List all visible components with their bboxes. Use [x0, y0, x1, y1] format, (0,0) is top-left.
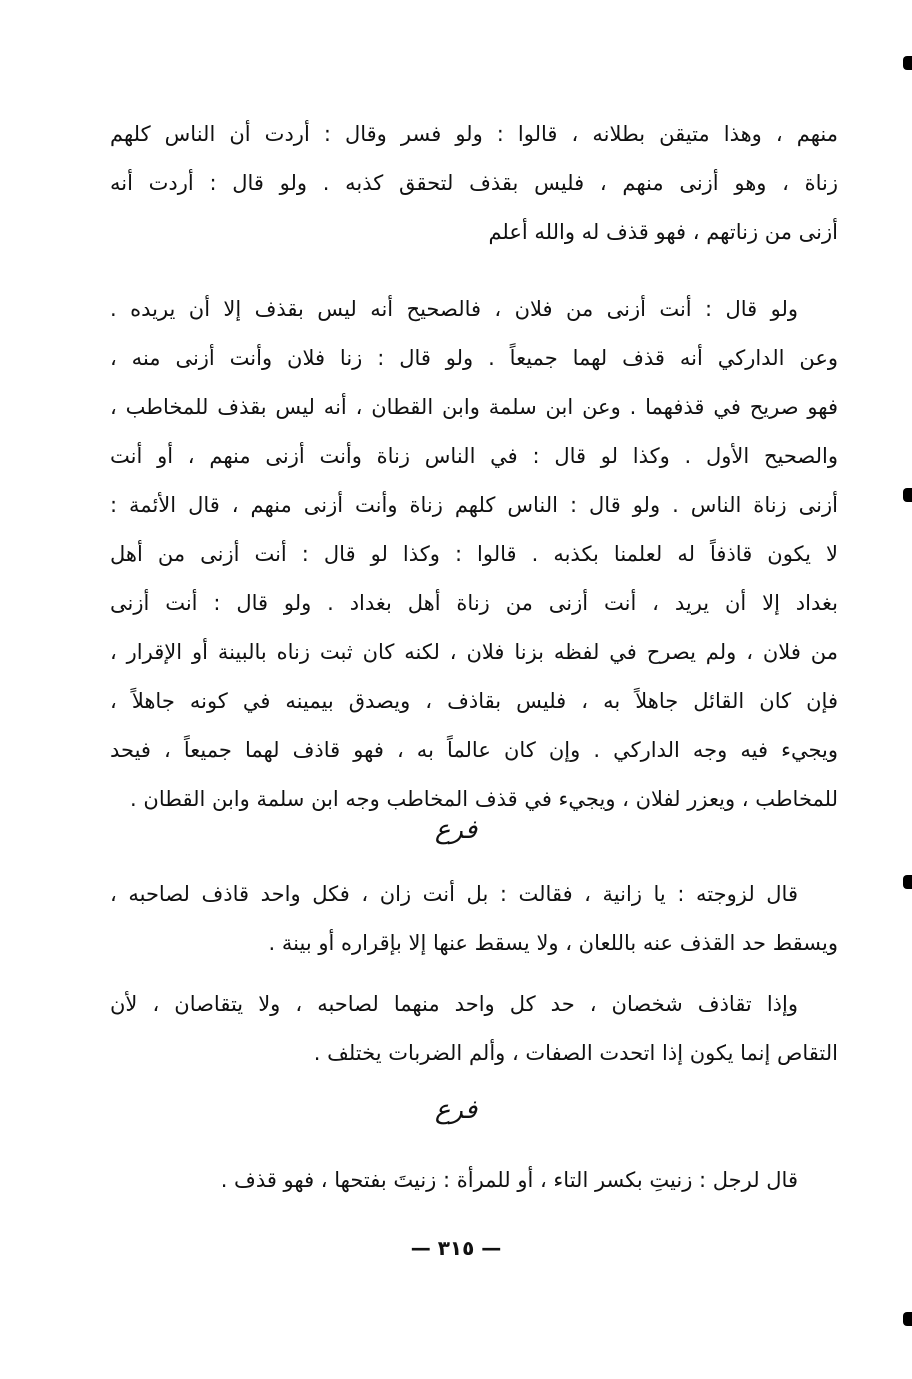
text-line: وعن الداركي أنه قذف لهما جميعاً . ولو قال : زنا فلان وأنت أزنى منه ،: [110, 346, 838, 370]
paragraph-2: [110, 285, 838, 824]
text-line: ويجيء فيه وجه الداركي . وإن كان عالماً به ، فهو قاذف لهما جميعاً ، فيحد: [110, 738, 838, 762]
text-line: قال لزوجته : يا زانية ، فقالت : بل أنت زان ، فكل واحد قاذف لصاحبه ،: [110, 882, 798, 906]
text-line: التقاص إنما يكون إذا اتحدت الصفات ، وألم الضربات يختلف .: [313, 1041, 838, 1065]
text-line: لا يكون قاذفاً له لعلمنا بكذبه . قالوا : وكذا لو قال : أنت أزنى من أهل: [110, 542, 838, 566]
paragraph-3: [110, 870, 838, 968]
page-edge-mark: [903, 56, 912, 70]
text-line: للمخاطب ، ويعزر لفلان ، ويجيء في قذف المخاطب وجه ابن سلمة وابن القطان .: [130, 787, 838, 811]
text-line: وإذا تقاذف شخصان ، حد كل واحد منهما لصاحبه ، ولا يتقاصان ، لأن: [110, 992, 798, 1016]
text-line: أزنى من زناتهم ، فهو قذف له والله أعلم: [488, 220, 838, 244]
text-line: فهو صريح في قذفهما . وعن ابن سلمة وابن القطان ، أنه ليس بقذف للمخاطب ،: [110, 395, 838, 419]
text-line: من فلان ، ولم يصرح في لفظه بزنا فلان ، لكنه كان ثبت زناه بالبينة أو الإقرار ،: [110, 640, 838, 664]
paragraph-4: [110, 980, 838, 1078]
page-edge-mark: [903, 488, 912, 502]
text-line: قال لرجل : زنيتِ بكسر التاء ، أو للمرأة : زنيتَ بفتحها ، فهو قذف .: [220, 1168, 798, 1192]
page-number: — ٣١٥ —: [410, 1236, 502, 1260]
text-line: بغداد إلا أن يريد ، أنت أزنى من زناة أهل بغداد . ولو قال : أنت أزنى: [110, 591, 838, 615]
paragraph-1: [110, 110, 838, 257]
text-line: ويسقط حد القذف عنه باللعان ، ولا يسقط عنها إلا بإقراره أو بينة .: [268, 931, 838, 955]
text-line: زناة ، وهو أزنى منهم ، فليس بقذف لتحقق كذبه . ولو قال : أردت أنه: [110, 171, 838, 195]
text-line: والصحيح الأول . وكذا لو قال : في الناس زناة وأنت أزنى منهم ، أو أنت: [110, 444, 838, 468]
page-edge-mark: [903, 875, 912, 889]
text-line: ولو قال : أنت أزنى من فلان ، فالصحيح أنه ليس بقذف إلا أن يريده .: [110, 297, 798, 321]
paragraph-5: [110, 1156, 838, 1205]
text-line: منهم ، وهذا متيقن بطلانه ، قالوا : ولو فسر وقال : أردت أن الناس كلهم: [110, 122, 838, 146]
section-heading: فرع: [434, 1095, 478, 1125]
page-edge-mark: [903, 1312, 912, 1326]
text-line: فإن كان القائل جاهلاً به ، فليس بقاذف ، ويصدق بيمينه في كونه جاهلاً ،: [110, 689, 838, 713]
section-heading: فرع: [434, 815, 478, 845]
text-line: أزنى زناة الناس . ولو قال : الناس كلهم زناة وأنت أزنى منهم ، قال الأئمة :: [110, 493, 838, 517]
